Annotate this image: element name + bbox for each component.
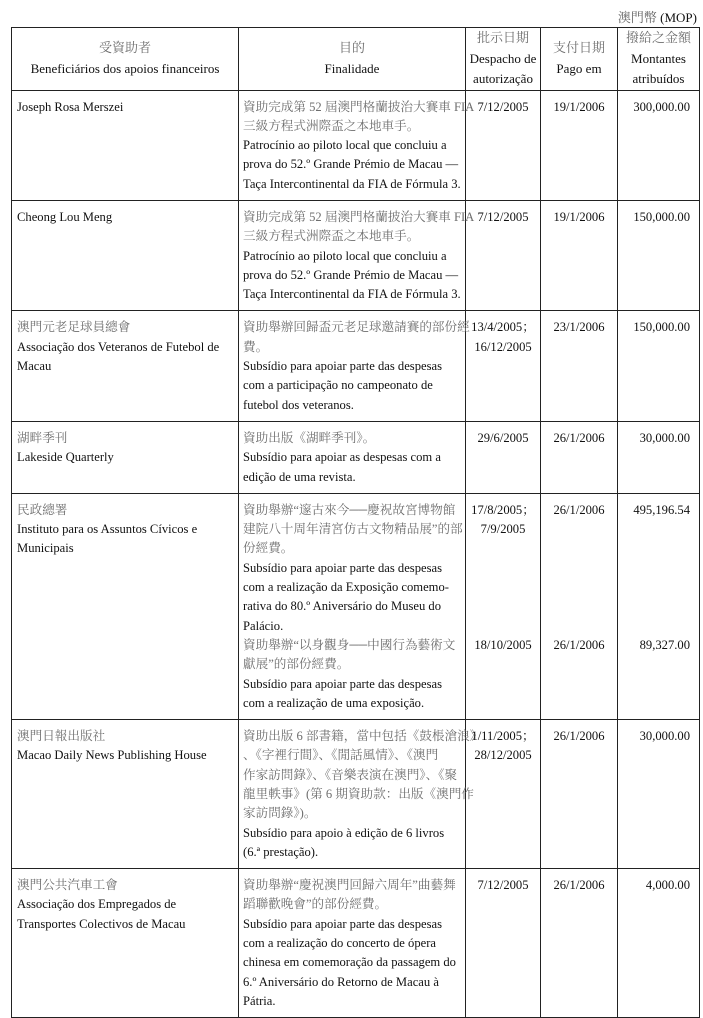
header-label-pt: Beneficiários dos apoios financeiros — [30, 60, 220, 76]
amount-cell — [618, 493, 700, 719]
purpose-cell — [239, 90, 475, 200]
name-line: Associação dos Empregados de — [17, 897, 177, 912]
purpose-line: 資助舉辦回歸盃元老足球邀請賽的部份經 — [243, 320, 470, 335]
purpose-line: 、《字裡行間》、《閒話風情》、《澳門 — [243, 748, 439, 763]
purpose-line: prova do 52.º Grande Prémio de Macau — — [243, 157, 459, 172]
name-line: Macau — [17, 359, 52, 374]
amount-line: 300,000.00 — [633, 99, 690, 114]
purpose-line: (6.ª prestação). — [243, 844, 319, 859]
header-label-pt: Pago em — [556, 60, 602, 76]
amount-line: 30,000.00 — [639, 729, 690, 744]
name-line: Transportes Colectivos de Macau — [17, 916, 186, 931]
amount-line: 89,327.00 — [639, 637, 690, 652]
currency-label: 澳門幣 (MOP) — [617, 10, 697, 25]
purpose-line: Patrocínio ao piloto local que concluiu a — [243, 248, 447, 263]
amount-line — [618, 617, 690, 636]
beneficiary-cell — [12, 720, 239, 869]
purpose-line: Pátria. — [243, 993, 276, 1008]
purpose-line: com a realização do concerto de ópera — [243, 936, 436, 951]
table-row — [12, 200, 700, 310]
name-line: Associação dos Veteranos de Futebol de — [17, 339, 220, 354]
approval-line: 7/12/2005 — [477, 99, 529, 114]
header-label-zh: 撥給之金額 — [625, 30, 691, 45]
approval-date-cell — [466, 720, 541, 869]
approval-line: 18/10/2005 — [474, 637, 532, 652]
name-line: 澳門日報出版社 — [17, 729, 106, 744]
header-label-pt: autorização — [473, 71, 533, 86]
name-line: Cheong Lou Meng — [17, 209, 113, 224]
header-amount — [618, 28, 700, 91]
purpose-line: 作家訪問錄》、《音樂表演在澳門》、《聚 — [243, 767, 458, 782]
name-line: 民政總署 — [17, 502, 68, 517]
purpose-line: 6.º Aniversário do Retorno de Macau à — [243, 974, 439, 989]
table-row — [12, 869, 700, 1018]
amount-cell — [618, 720, 700, 869]
amount-cell — [618, 90, 700, 200]
payment-date-cell — [541, 493, 618, 719]
amount-cell — [618, 200, 700, 310]
header-label-zh: 支付日期 — [552, 40, 605, 56]
approval-date-cell — [466, 493, 541, 719]
header-label-zh: 受資助者 — [98, 40, 151, 56]
approval-line — [466, 539, 540, 558]
purpose-line: futebol dos veteranos. — [243, 397, 354, 412]
paid-line: 26/1/2006 — [553, 637, 605, 652]
header-purpose — [239, 28, 466, 91]
purpose-line: Taça Intercontinental da FIA de Fórmula 3. — [243, 287, 461, 302]
approval-date-cell — [466, 200, 541, 310]
purpose-line: 資助舉辦“邃古來今──慶祝故宮博物館 — [243, 502, 456, 517]
paid-line: 19/1/2006 — [553, 99, 605, 114]
approval-line — [466, 597, 540, 616]
paid-line: 23/1/2006 — [553, 320, 605, 335]
purpose-line: 資助舉辦“以身觀身──中國行為藝術文 — [243, 637, 456, 652]
header-label-pt: Finalidade — [324, 60, 380, 76]
paid-line: 26/1/2006 — [553, 502, 605, 517]
approval-line: 17/8/2005； — [471, 502, 535, 517]
approval-date-cell — [466, 90, 541, 200]
beneficiary-cell — [12, 869, 239, 1018]
beneficiary-cell — [12, 200, 239, 310]
approval-date-cell — [466, 311, 541, 421]
purpose-line: 資助舉辦“慶祝澳門回歸六周年”曲藝舞 — [243, 878, 456, 893]
payment-date-cell — [541, 90, 618, 200]
amount-line: 30,000.00 — [639, 430, 690, 445]
amount-line — [618, 539, 690, 558]
purpose-line: 家訪問錄》)。 — [243, 806, 317, 821]
subsidy-table — [11, 27, 700, 1018]
header-beneficiary — [12, 28, 239, 91]
purpose-line: 龍里軼事》(第 6 期資助款：出版《澳門作 — [243, 787, 474, 801]
approval-line: 28/12/2005 — [474, 748, 532, 763]
purpose-line: Subsídio para apoio à edição de 6 livros — [243, 825, 445, 840]
purpose-line: Subsídio para apoiar parte das despesas — [243, 916, 442, 931]
purpose-line: Subsídio para apoiar parte das despesas — [243, 676, 442, 691]
header-label-pt: atribuídos — [632, 71, 685, 86]
paid-line — [541, 597, 617, 616]
purpose-line: Palácio. — [243, 618, 284, 633]
amount-line: 4,000.00 — [645, 878, 690, 893]
paid-line — [541, 539, 617, 558]
purpose-line: 建院八十周年清宮仿古文物精品展”的部 — [243, 522, 463, 537]
table-header-row — [12, 28, 700, 91]
purpose-line: 份經費。 — [243, 541, 294, 556]
amount-cell — [618, 421, 700, 493]
purpose-line: 蹈聯歡晚會”的部份經費。 — [243, 897, 388, 912]
header-approval-date — [466, 28, 541, 91]
paid-line — [541, 578, 617, 597]
beneficiary-cell — [12, 493, 239, 719]
name-line: Macao Daily News Publishing House — [17, 748, 207, 763]
payment-date-cell — [541, 720, 618, 869]
table-row — [12, 720, 700, 869]
beneficiary-cell — [12, 90, 239, 200]
header-label-pt: Montantes — [631, 50, 686, 66]
amount-line: 150,000.00 — [633, 209, 690, 224]
approval-line: 29/6/2005 — [477, 430, 529, 445]
name-line: Joseph Rosa Merszei — [17, 99, 124, 114]
purpose-line: 資助出版《湖畔季刊》。 — [243, 430, 376, 445]
purpose-line: Subsídio para apoiar parte das despesas — [243, 560, 442, 575]
purpose-line: rativa do 80.º Aniversário do Museu do — [243, 599, 442, 614]
name-line: 澳門公共汽車工會 — [17, 878, 118, 893]
purpose-cell — [239, 869, 466, 1018]
amount-line — [618, 597, 690, 616]
purpose-cell — [239, 493, 466, 719]
purpose-line: 資助出版 6 部書籍，當中包括《鼓棖滄浪》 — [243, 729, 483, 744]
header-label-zh: 目的 — [338, 40, 365, 56]
approval-line — [466, 617, 540, 636]
purpose-line: 三級方程式洲際盃之本地車手。 — [243, 118, 420, 133]
purpose-line: com a realização de uma exposição. — [243, 695, 425, 710]
paid-line: 19/1/2006 — [553, 209, 605, 224]
name-line: 澳門元老足球員總會 — [17, 320, 131, 335]
name-line: Lakeside Quarterly — [17, 450, 114, 465]
approval-line: 7/12/2005 — [477, 209, 529, 224]
payment-date-cell — [541, 421, 618, 493]
amount-cell — [618, 311, 700, 421]
header-label-zh: 批示日期 — [476, 30, 529, 45]
purpose-line: edição de uma revista. — [243, 469, 356, 484]
purpose-line: com a realização da Exposição comemo- — [243, 580, 449, 595]
purpose-line: com a participação no campeonato de — [243, 378, 433, 393]
table-row — [12, 311, 700, 421]
paid-line — [541, 559, 617, 578]
approval-line: 7/9/2005 — [480, 522, 526, 537]
purpose-line: Taça Intercontinental da FIA de Fórmula 3. — [243, 176, 461, 191]
purpose-line: chinesa em comemoração da passagem do — [243, 955, 456, 970]
amount-cell — [618, 869, 700, 1018]
purpose-line: 獻展”的部份經費。 — [243, 657, 350, 672]
amount-line — [618, 559, 690, 578]
paid-line — [541, 520, 617, 539]
purpose-line: 三級方程式洲際盃之本地車手。 — [243, 229, 420, 244]
paid-line — [541, 617, 617, 636]
approval-line — [466, 578, 540, 597]
approval-line: 16/12/2005 — [474, 339, 532, 354]
approval-line: 13/4/2005； — [471, 320, 535, 335]
purpose-line: Patrocínio ao piloto local que concluiu a — [243, 138, 447, 153]
table-row — [12, 421, 700, 493]
purpose-line: Subsídio para apoiar parte das despesas — [243, 359, 442, 374]
payment-date-cell — [541, 869, 618, 1018]
amount-line: 150,000.00 — [633, 320, 690, 335]
amount-line: 495,196.54 — [633, 502, 690, 517]
name-line: Instituto para os Assuntos Cívicos e — [17, 522, 198, 537]
approval-line: 1/11/2005； — [471, 729, 535, 744]
purpose-cell — [239, 311, 470, 421]
beneficiary-cell — [12, 421, 239, 493]
purpose-cell — [239, 200, 475, 310]
paid-line: 26/1/2006 — [553, 878, 605, 893]
purpose-line: prova do 52.º Grande Prémio de Macau — — [243, 267, 459, 282]
header-payment-date — [541, 28, 618, 91]
table-row — [12, 493, 700, 719]
paid-line: 26/1/2006 — [553, 430, 605, 445]
purpose-line: 資助完成第 52 屆澳門格蘭披治大賽車 FIA — [243, 209, 475, 224]
approval-date-cell — [466, 869, 541, 1018]
approval-date-cell — [466, 421, 541, 493]
header-label-pt: Despacho de — [469, 50, 537, 66]
amount-line — [618, 578, 690, 597]
approval-line: 7/12/2005 — [477, 878, 529, 893]
paid-line: 26/1/2006 — [553, 729, 605, 744]
approval-line — [466, 559, 540, 578]
purpose-cell — [239, 421, 466, 493]
payment-date-cell — [541, 311, 618, 421]
purpose-line: Subsídio para apoiar as despesas com a — [243, 450, 441, 465]
name-line: Municipais — [17, 541, 74, 556]
purpose-cell — [239, 720, 483, 869]
amount-line — [618, 520, 690, 539]
purpose-line: 費。 — [243, 339, 269, 354]
beneficiary-cell — [12, 311, 239, 421]
table-row — [12, 90, 700, 200]
name-line: 湖畔季刊 — [17, 430, 68, 445]
purpose-line: 資助完成第 52 屆澳門格蘭披治大賽車 FIA — [243, 99, 475, 114]
payment-date-cell — [541, 200, 618, 310]
